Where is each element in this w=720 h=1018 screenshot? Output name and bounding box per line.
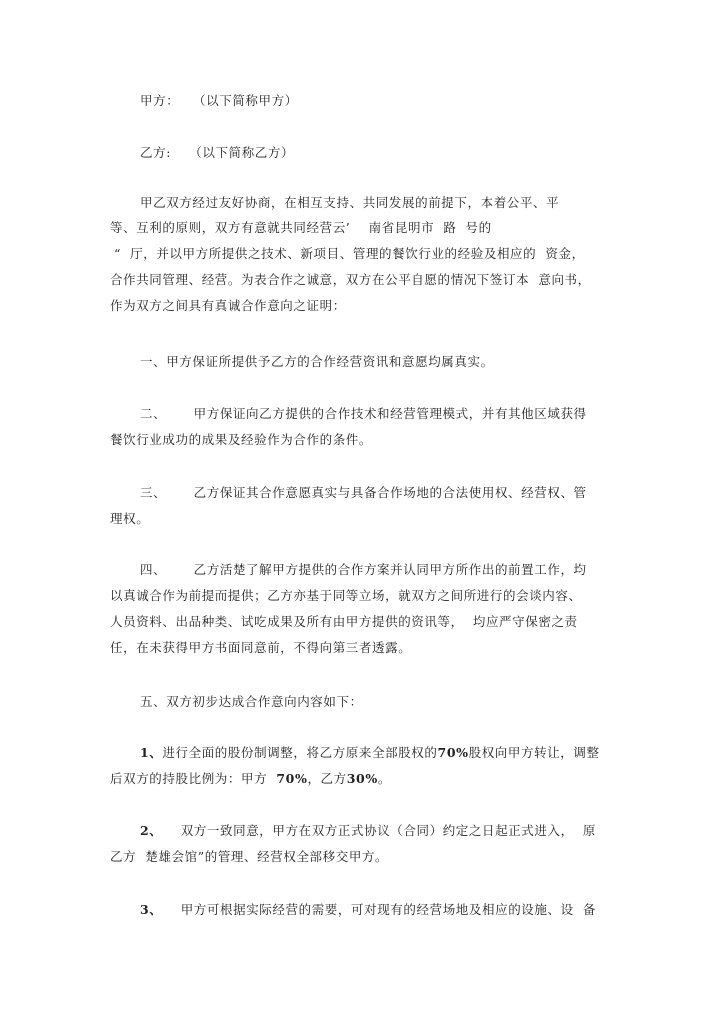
clause-5: 五、双方初步达成合作意向内容如下：	[140, 694, 363, 709]
item-number: 2、	[140, 823, 163, 838]
clause-3-line: 理权。	[110, 511, 150, 526]
item-value: 70%	[437, 745, 469, 760]
clause-4-line: 以真诚合作为前提而提供；乙方亦基于同等立场，就双方之间所进行的会谈内容、	[110, 588, 582, 603]
item-3-line	[140, 902, 596, 918]
intro-line: 等、互利的原则，双方有意就共同经营云’ 南省昆明市 路 号的	[110, 220, 492, 235]
item-number: 1、	[140, 745, 163, 760]
item-text: 双方一致同意，甲方在双方正式协议（合同）约定之日起正式进入， 原	[162, 823, 596, 838]
item-1-line	[140, 745, 600, 761]
item-number: 3、	[140, 902, 163, 917]
item-text: 后双方的持股比例为：甲方	[110, 771, 277, 786]
party-a-line: 甲方： （以下简称甲方）	[140, 93, 298, 108]
item-value: 70%	[276, 771, 308, 786]
clause-4-line: 人员资料、出品种类、试吃成果及所有由甲方提供的资讯等， 均应严守保密之责	[110, 614, 578, 629]
clause-4-line: 任，在未获得甲方书面同意前，不得向第三者透露。	[110, 640, 412, 655]
item-2-line	[140, 823, 596, 839]
clause-2-line: 餐饮行业成功的成果及经验作为合作的条件。	[110, 432, 373, 447]
item-2-line: 乙方 楚雄会馆”的管理、经营权全部移交甲方。	[110, 849, 389, 864]
item-value: 30%	[346, 771, 378, 786]
item-text: 股权向甲方转让，调整	[468, 745, 600, 760]
clause-4-line: 四、 乙方活楚了解甲方提供的合作方案并认同甲方所作出的前置工作，均	[140, 562, 587, 577]
clause-2-line: 二、 甲方保证向乙方提供的合作技术和经营管理模式，并有其他区域获得	[140, 406, 587, 421]
party-b-line: 乙方: （以下简称乙方）	[140, 145, 295, 160]
item-text: 甲方可根据实际经营的需要，可对现有的经营场地及相应的设施、设 备	[162, 902, 596, 917]
intro-line: 合作共同管理、经营。为表合作之诚意，双方在公平自愿的情况下签订本 意向书，	[110, 272, 591, 287]
clause-3-line: 三、 乙方保证其合作意愿真实与具备合作场地的合法使用权、经营权、管	[140, 485, 587, 500]
intro-line: 甲乙双方经过友好协商，在相互支持、共同发展的前提下，本着公平、平	[140, 195, 560, 210]
item-text: 进行全面的股份制调整，将乙方原来全部股权的	[162, 745, 438, 760]
item-1-line	[110, 771, 391, 787]
intro-line: 作为双方之间具有真诚合作意向之证明：	[110, 298, 346, 313]
item-text: ，乙方	[307, 771, 347, 786]
clause-1: 一、甲方保证所提供予乙方的合作经营资讯和意愿均属真实。	[140, 354, 494, 369]
item-text: 。	[377, 771, 391, 786]
intro-line: “ 厅，并以甲方所提供之技术、新项目、管理的餐饮行业的经验及相应的 资金，	[114, 246, 585, 261]
